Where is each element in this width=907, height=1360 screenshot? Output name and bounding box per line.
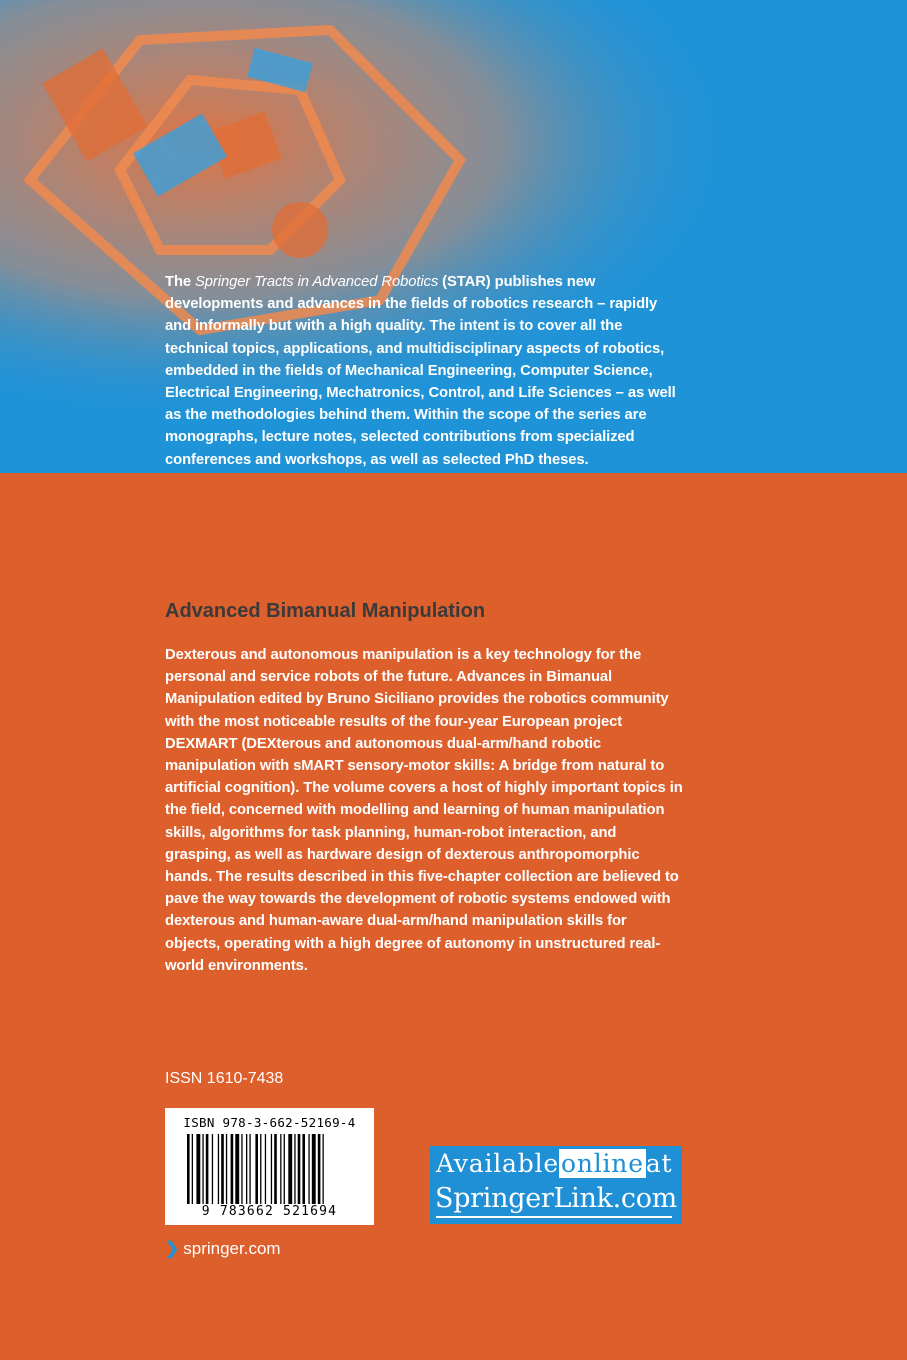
barcode-bar	[249, 1134, 250, 1204]
springer-website-link[interactable]	[165, 1237, 281, 1261]
barcode-bar	[294, 1134, 295, 1204]
barcode-bar	[284, 1134, 285, 1204]
barcode-bar	[298, 1134, 301, 1204]
barcode-bar	[241, 1134, 242, 1204]
barcode-bar	[235, 1134, 239, 1204]
series-text: (STAR) publishes new developments and advances in the fields of robotics research – rapidly and informally but with a high quality. The intent is to cover all the technical topics, applications, and multidisciplinary aspects of robotics, embedded in the fields of Mechanical Engineering, Computer Science, Electrical Engineering, Mechatronics, Control, and Life Sciences – as well as the methodologies behind them. Within the scope of the series are monographs, lecture notes, selected contributions from specialized conferences and workshops, as well as selected PhD theses.	[165, 274, 676, 468]
barcode-bar	[206, 1134, 209, 1204]
barcode-bar	[246, 1134, 247, 1204]
isbn-digits: 9 783662 521694	[201, 1204, 338, 1219]
barcode-bar	[318, 1134, 321, 1204]
barcode-bar	[271, 1134, 272, 1204]
barcode-bar	[187, 1134, 190, 1204]
barcode-bar	[323, 1134, 324, 1204]
barcode-bar	[226, 1134, 227, 1204]
barcode-bar	[221, 1134, 224, 1204]
barcode-bar	[288, 1134, 292, 1204]
barcode-bar	[202, 1134, 203, 1204]
barcode-bar	[255, 1134, 258, 1204]
barcode-bar	[312, 1134, 316, 1204]
isbn-label: ISBN 978-3-662-52169-4	[183, 1115, 356, 1130]
barcode-bar	[212, 1134, 213, 1204]
series-name: Springer Tracts in Advanced Robotics	[195, 274, 439, 290]
series-description	[165, 271, 685, 471]
badge-at: at	[645, 1149, 673, 1178]
book-title: Advanced Bimanual Manipulation	[165, 600, 486, 622]
badge-available: Available	[436, 1149, 559, 1178]
badge-online: online	[560, 1149, 644, 1178]
springerlink-badge[interactable]	[430, 1146, 682, 1224]
badge-springerlink: SpringerLink.com	[435, 1183, 677, 1214]
barcode-bar	[308, 1134, 309, 1204]
series-prefix: The	[165, 274, 196, 290]
badge-underline	[436, 1216, 672, 1218]
barcode-bar	[196, 1134, 200, 1204]
barcode-bar	[231, 1134, 234, 1204]
barcode-bar	[265, 1134, 266, 1204]
barcode-bar	[260, 1134, 261, 1204]
website-text: springer.com	[183, 1239, 281, 1258]
issn-number: ISSN 1610-7438	[165, 1070, 284, 1087]
barcode-bar	[274, 1134, 277, 1204]
barcode-image	[187, 1134, 367, 1204]
isbn-barcode-block	[165, 1108, 374, 1225]
barcode-bar	[192, 1134, 193, 1204]
book-description: Dexterous and autonomous manipulation is a key technology for the personal and service robots of the future. Advances in Bimanual Manipulation edited by Bruno Siciliano provides the robotics community with the most noticeable results of the four-year European project DEXMART (DEXterous and autonomous dual-arm/hand robotic manipulation with sMART sensory-motor skills: A bridge from natural to artificial cognition). The volume covers a host of highly important topics in the field, concerned with modelling and learning of human manipulation skills, algorithms for task planning, human-robot interaction, and grasping, as well as hardware design of dexterous anthropomorphic hands. The results described in this five-chapter collection are believed to pave the way towards the development of robotic systems endowed with dexterous and human-aware dual-arm/hand manipulation skills for objects, operating with a high degree of autonomy in unstructured real-world environments.	[165, 647, 683, 974]
badge-available-line	[436, 1148, 672, 1180]
barcode-bar	[280, 1134, 281, 1204]
barcode-bar	[218, 1134, 219, 1204]
chevron-right-icon: ❯	[165, 1239, 180, 1258]
barcode-bar	[302, 1134, 305, 1204]
